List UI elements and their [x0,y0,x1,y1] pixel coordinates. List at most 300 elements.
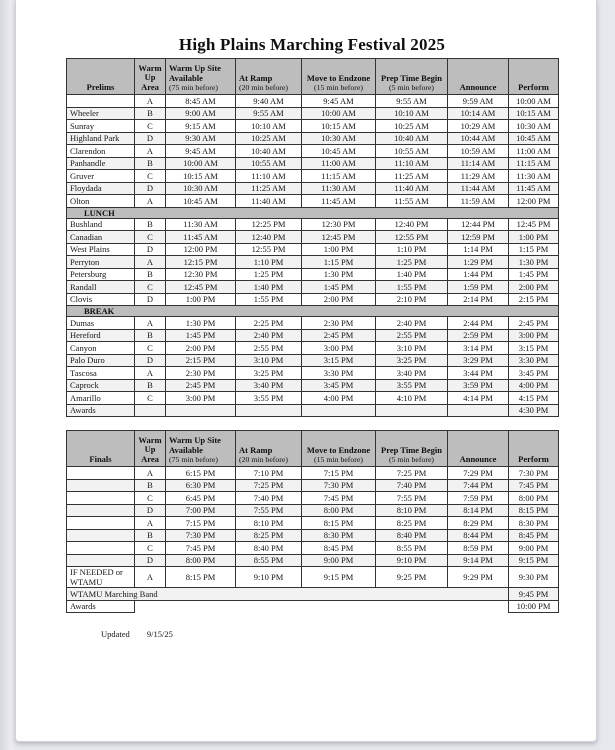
prep-time-cell: 3:55 PM [376,379,448,392]
school-name-cell [67,554,135,567]
warmup-area-cell: A [135,95,166,108]
perform-cell: 2:00 PM [509,281,559,294]
school-name-cell: Canadian [67,231,135,244]
column-subtitle: (20 min before) [239,83,288,92]
announce-cell: 3:44 PM [448,367,509,380]
warmup-area-cell: B [135,218,166,231]
at-ramp-cell: 3:55 PM [236,392,302,405]
at-ramp-cell: 3:25 PM [236,367,302,380]
school-name-cell: Clovis [67,293,135,306]
prep-time-cell: 11:10 AM [376,157,448,170]
endzone-cell: 1:00 PM [302,243,376,256]
announce-cell: 11:44 AM [448,182,509,195]
section-label: BREAK [67,306,559,317]
school-name-cell: Clarendon [67,145,135,158]
updated-date: 9/15/25 [146,629,173,639]
awards-label-cell: Awards [67,600,135,613]
perform-cell: 11:45 AM [509,182,559,195]
prep-time-cell: 11:55 AM [376,195,448,208]
perform-cell: 2:15 PM [509,293,559,306]
warmup-area-cell: D [135,554,166,567]
perform-cell: 9:00 PM [509,542,559,555]
table-row [67,492,559,505]
endzone-cell: 11:00 AM [302,157,376,170]
school-name-cell: Tascosa [67,367,135,380]
warmup-area-cell: D [135,243,166,256]
endzone-cell: 3:15 PM [302,354,376,367]
at-ramp-cell: 7:25 PM [236,479,302,492]
table-row [67,342,559,355]
prep-time-cell: 7:25 PM [376,467,448,480]
warmup-area-cell: A [135,145,166,158]
announce-cell: 2:44 PM [448,317,509,330]
announce-cell: 2:59 PM [448,329,509,342]
column-title: At Ramp [239,444,273,455]
table-row [67,243,559,256]
warmup-area-cell: B [135,479,166,492]
section-label: LUNCH [67,207,559,218]
perform-cell: 9:15 PM [509,554,559,567]
table-row [67,182,559,195]
at-ramp-cell: 10:25 AM [236,132,302,145]
span-label-cell: WTAMU Marching Band [67,588,509,601]
endzone-cell: 1:30 PM [302,268,376,281]
school-name-cell: Randall [67,281,135,294]
warmup-area-cell [135,404,166,417]
school-name-cell: Awards [67,404,135,417]
column-title: Warm Up Area [138,434,162,464]
table-row [67,268,559,281]
prep-time-cell: 12:40 PM [376,218,448,231]
warmup-area-cell: D [135,504,166,517]
table-row [67,379,559,392]
table-row [67,132,559,145]
prep-time-cell: 8:10 PM [376,504,448,517]
section-row [67,207,559,218]
at-ramp-cell [236,404,302,417]
school-name-cell: Sunray [67,120,135,133]
perform-cell: 4:30 PM [509,404,559,417]
perform-cell: 12:00 PM [509,195,559,208]
perform-cell: 3:00 PM [509,329,559,342]
school-name-cell: Perryton [67,256,135,269]
column-subtitle: (20 min before) [239,455,288,464]
warmup-area-cell: B [135,379,166,392]
prep-time-cell [376,404,448,417]
table-row [67,567,559,588]
perform-cell: 8:15 PM [509,504,559,517]
table-row [67,256,559,269]
col-header-perform [509,59,559,95]
school-name-cell: Petersburg [67,268,135,281]
endzone-cell: 4:00 PM [302,392,376,405]
col-header-warmup-area [135,431,166,467]
endzone-cell: 3:30 PM [302,367,376,380]
col-header-prep-time [376,59,448,95]
warmup-site-cell: 8:45 AM [166,95,236,108]
column-title: Warm Up Site Available [169,63,221,83]
empty-span-cell [135,600,509,613]
endzone-cell: 12:30 PM [302,218,376,231]
col-header-round [67,59,135,95]
at-ramp-cell: 3:10 PM [236,354,302,367]
warmup-site-cell: 9:45 AM [166,145,236,158]
endzone-cell: 8:30 PM [302,529,376,542]
announce-cell: 9:29 PM [448,567,509,588]
announce-cell: 11:59 AM [448,195,509,208]
perform-cell: 3:15 PM [509,342,559,355]
announce-cell: 11:29 AM [448,170,509,183]
header-row [67,59,559,95]
table-row [67,107,559,120]
at-ramp-cell: 10:40 AM [236,145,302,158]
perform-cell: 8:30 PM [509,517,559,530]
col-header-warmup-area [135,59,166,95]
warmup-site-cell: 7:45 PM [166,542,236,555]
prep-time-cell: 7:40 PM [376,479,448,492]
announce-cell: 3:59 PM [448,379,509,392]
finals-table [66,430,559,613]
warmup-site-cell: 2:00 PM [166,342,236,355]
warmup-site-cell: 7:30 PM [166,529,236,542]
at-ramp-cell: 1:40 PM [236,281,302,294]
at-ramp-cell: 9:10 PM [236,567,302,588]
warmup-area-cell: B [135,268,166,281]
school-name-cell [67,529,135,542]
column-title: Perform [518,453,549,464]
prep-time-cell: 1:40 PM [376,268,448,281]
warmup-site-cell: 7:00 PM [166,504,236,517]
warmup-site-cell: 9:30 AM [166,132,236,145]
endzone-cell: 8:15 PM [302,517,376,530]
perform-cell: 12:45 PM [509,218,559,231]
prep-time-cell: 1:10 PM [376,243,448,256]
school-name-cell: Palo Duro [67,354,135,367]
school-name-cell: Caprock [67,379,135,392]
warmup-site-cell: 2:30 PM [166,367,236,380]
warmup-area-cell: A [135,367,166,380]
announce-cell: 8:29 PM [448,517,509,530]
perform-cell: 7:45 PM [509,479,559,492]
warmup-site-cell: 10:30 AM [166,182,236,195]
prep-time-cell: 9:55 AM [376,95,448,108]
school-name-cell [67,479,135,492]
perform-cell: 10:45 AM [509,132,559,145]
perform-cell: 1:00 PM [509,231,559,244]
table-row [67,120,559,133]
at-ramp-cell: 3:40 PM [236,379,302,392]
at-ramp-cell: 9:40 AM [236,95,302,108]
endzone-cell: 7:45 PM [302,492,376,505]
at-ramp-cell: 10:55 AM [236,157,302,170]
announce-cell: 8:59 PM [448,542,509,555]
at-ramp-cell: 1:25 PM [236,268,302,281]
at-ramp-cell: 2:55 PM [236,342,302,355]
warmup-area-cell: C [135,281,166,294]
prep-time-cell: 9:10 PM [376,554,448,567]
perform-cell: 3:45 PM [509,367,559,380]
school-name-cell: Amarillo [67,392,135,405]
prep-time-cell: 2:55 PM [376,329,448,342]
perform-cell: 2:45 PM [509,317,559,330]
at-ramp-cell: 1:55 PM [236,293,302,306]
column-title: Move to Endzone [306,72,371,83]
column-title: Finals [89,453,112,464]
column-title: Prep Time Begin [381,72,442,83]
warmup-area-cell: A [135,256,166,269]
col-header-announce [448,431,509,467]
announce-cell: 1:59 PM [448,281,509,294]
table-row [67,467,559,480]
warmup-area-cell: C [135,231,166,244]
table-row [67,392,559,405]
at-ramp-cell: 8:25 PM [236,529,302,542]
announce-cell: 11:14 AM [448,157,509,170]
announce-cell [448,404,509,417]
school-name-cell [67,492,135,505]
announce-cell: 10:59 AM [448,145,509,158]
announce-cell: 7:29 PM [448,467,509,480]
announce-cell: 2:14 PM [448,293,509,306]
warmup-area-cell: C [135,170,166,183]
perform-cell: 1:15 PM [509,243,559,256]
endzone-cell: 11:30 AM [302,182,376,195]
prep-time-cell: 8:40 PM [376,529,448,542]
prep-time-cell: 9:25 PM [376,567,448,588]
school-name-cell [67,542,135,555]
warmup-area-cell: D [135,354,166,367]
announce-cell: 10:44 AM [448,132,509,145]
school-name-cell: Highland Park [67,132,135,145]
at-ramp-cell: 11:40 AM [236,195,302,208]
updated-note [101,629,596,639]
at-ramp-cell: 11:25 AM [236,182,302,195]
prep-time-cell: 11:25 AM [376,170,448,183]
warmup-site-cell: 1:45 PM [166,329,236,342]
perform-cell: 4:00 PM [509,379,559,392]
warmup-area-cell: B [135,157,166,170]
table-row [67,231,559,244]
warmup-area-cell: C [135,392,166,405]
table-row [67,281,559,294]
endzone-cell: 9:00 PM [302,554,376,567]
prep-time-cell: 1:25 PM [376,256,448,269]
table-row [67,504,559,517]
school-name-cell: IF NEEDED or WTAMU [67,567,135,588]
endzone-cell: 1:45 PM [302,281,376,294]
warmup-site-cell: 6:30 PM [166,479,236,492]
warmup-site-cell: 10:15 AM [166,170,236,183]
prep-time-cell: 3:40 PM [376,367,448,380]
endzone-cell: 11:15 AM [302,170,376,183]
perform-cell: 11:00 AM [509,145,559,158]
endzone-cell: 3:45 PM [302,379,376,392]
warmup-site-cell: 7:15 PM [166,517,236,530]
announce-cell: 7:44 PM [448,479,509,492]
warmup-site-cell: 12:45 PM [166,281,236,294]
school-name-cell [67,467,135,480]
school-name-cell: Dumas [67,317,135,330]
endzone-cell: 3:00 PM [302,342,376,355]
announce-cell: 10:29 AM [448,120,509,133]
table-row [67,329,559,342]
column-title: Announce [459,81,497,92]
endzone-cell: 10:30 AM [302,132,376,145]
warmup-site-cell: 10:00 AM [166,157,236,170]
announce-cell: 8:14 PM [448,504,509,517]
page-title: High Plains Marching Festival 2025 [178,35,446,54]
announce-cell: 7:59 PM [448,492,509,505]
warmup-area-cell: C [135,120,166,133]
warmup-area-cell: A [135,317,166,330]
at-ramp-cell: 7:40 PM [236,492,302,505]
prep-time-cell: 10:10 AM [376,107,448,120]
perform-cell: 10:15 AM [509,107,559,120]
warmup-site-cell: 8:00 PM [166,554,236,567]
school-name-cell [67,517,135,530]
column-title: Prelims [86,81,115,92]
school-name-cell: West Plains [67,243,135,256]
span-row [67,588,559,601]
announce-cell: 10:14 AM [448,107,509,120]
prep-time-cell: 4:10 PM [376,392,448,405]
warmup-site-cell: 12:00 PM [166,243,236,256]
prep-time-cell: 10:55 AM [376,145,448,158]
announce-cell: 3:29 PM [448,354,509,367]
announce-cell: 4:14 PM [448,392,509,405]
endzone-cell: 11:45 AM [302,195,376,208]
warmup-area-cell: A [135,467,166,480]
endzone-cell: 8:45 PM [302,542,376,555]
document-page [15,0,597,742]
table-row [67,157,559,170]
table-row [67,293,559,306]
at-ramp-cell: 7:55 PM [236,504,302,517]
prelims-table [66,58,559,417]
endzone-cell: 7:30 PM [302,479,376,492]
col-header-at-ramp [236,59,302,95]
perform-cell: 3:30 PM [509,354,559,367]
school-name-cell: Olton [67,195,135,208]
updated-label: Updated [101,629,130,639]
endzone-cell: 2:30 PM [302,317,376,330]
endzone-cell: 9:45 AM [302,95,376,108]
table-row [67,354,559,367]
warmup-site-cell: 2:45 PM [166,379,236,392]
warmup-site-cell: 3:00 PM [166,392,236,405]
prep-time-cell: 10:40 AM [376,132,448,145]
school-name-cell: Gruver [67,170,135,183]
column-title: At Ramp [239,72,273,83]
warmup-site-cell: 12:15 PM [166,256,236,269]
announce-cell: 1:14 PM [448,243,509,256]
warmup-area-cell: B [135,529,166,542]
warmup-area-cell: B [135,329,166,342]
perform-cell: 7:30 PM [509,467,559,480]
table-row [67,170,559,183]
warmup-area-cell: C [135,542,166,555]
prep-time-cell: 7:55 PM [376,492,448,505]
table-row [67,517,559,530]
announce-cell: 1:29 PM [448,256,509,269]
awards-row [67,600,559,613]
at-ramp-cell: 9:55 AM [236,107,302,120]
warmup-site-cell: 2:15 PM [166,354,236,367]
announce-cell: 1:44 PM [448,268,509,281]
at-ramp-cell: 8:55 PM [236,554,302,567]
col-header-endzone [302,59,376,95]
col-header-endzone [302,431,376,467]
warmup-area-cell: D [135,293,166,306]
prep-time-cell: 8:55 PM [376,542,448,555]
column-subtitle: (5 min before) [388,83,435,92]
endzone-cell: 1:15 PM [302,256,376,269]
at-ramp-cell: 8:10 PM [236,517,302,530]
endzone-cell: 10:15 AM [302,120,376,133]
prep-time-cell: 8:25 PM [376,517,448,530]
table-row [67,95,559,108]
col-header-warmup-site [166,59,236,95]
announce-cell: 9:59 AM [448,95,509,108]
endzone-cell: 10:45 AM [302,145,376,158]
warmup-area-cell: D [135,182,166,195]
announce-cell: 9:14 PM [448,554,509,567]
endzone-cell: 2:45 PM [302,329,376,342]
warmup-site-cell: 10:45 AM [166,195,236,208]
school-name-cell: Panhandle [67,157,135,170]
col-header-perform [509,431,559,467]
endzone-cell: 2:00 PM [302,293,376,306]
warmup-site-cell: 12:30 PM [166,268,236,281]
at-ramp-cell: 12:25 PM [236,218,302,231]
warmup-site-cell: 6:15 PM [166,467,236,480]
column-subtitle: (75 min before) [169,83,218,92]
school-name-cell: Hereford [67,329,135,342]
table-row [67,218,559,231]
column-title: Move to Endzone [306,444,371,455]
prep-time-cell: 11:40 AM [376,182,448,195]
warmup-area-cell: A [135,517,166,530]
warmup-site-cell: 1:00 PM [166,293,236,306]
warmup-site-cell: 11:45 AM [166,231,236,244]
warmup-area-cell: A [135,567,166,588]
column-title: Warm Up Area [138,62,162,92]
prep-time-cell: 10:25 AM [376,120,448,133]
warmup-area-cell: A [135,195,166,208]
table-row [67,317,559,330]
column-title: Announce [459,453,497,464]
at-ramp-cell: 11:10 AM [236,170,302,183]
perform-cell: 1:45 PM [509,268,559,281]
endzone-cell: 10:00 AM [302,107,376,120]
column-subtitle: (75 min before) [169,455,218,464]
at-ramp-cell: 1:10 PM [236,256,302,269]
perform-cell: 9:30 PM [509,567,559,588]
school-name-cell: Floydada [67,182,135,195]
table-row [67,145,559,158]
perform-cell: 10:00 AM [509,95,559,108]
section-row [67,306,559,317]
perform-cell: 8:00 PM [509,492,559,505]
perform-cell: 11:15 AM [509,157,559,170]
col-header-warmup-site [166,431,236,467]
endzone-cell: 7:15 PM [302,467,376,480]
table-row [67,367,559,380]
perform-cell: 9:45 PM [509,588,559,601]
prep-time-cell: 2:10 PM [376,293,448,306]
col-header-round [67,431,135,467]
header-row [67,431,559,467]
